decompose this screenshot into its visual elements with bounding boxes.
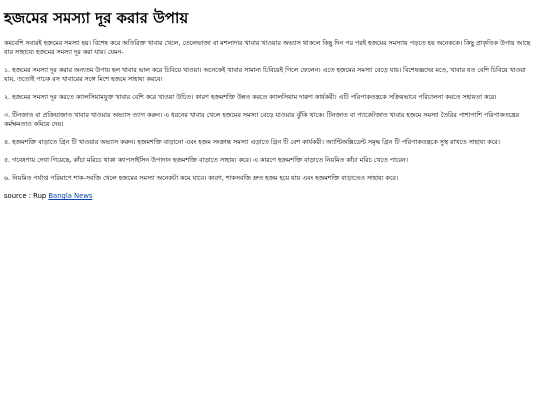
intro-paragraph: কমবেশি সবারই হজমের সমস্যা হয়। বিশেষ করে অতিরিক্ত খাবার খেলে, তেলেভাজা বা মশলাদার খাবার খাওয়ার অভ্যাস থাকলে কিছু দিন পর পরই হজমের সমস্যায় পড়তে হয় অনেককে। কিছু প্রাকৃতিক উপায় আছে যার সাহায্যে হজমের সমস্যা দূর করা যায়। যেমন- [4, 40, 531, 56]
source-prefix: source : Rup [4, 192, 49, 200]
tip-paragraph-3: ৩. টিনজাত বা প্রক্রিয়াজাত খাবার খাওয়ার অভ্যাস ত্যাগ করুন। এ ধরনের খাবার খেলে হজমের সমস্যা বেড়ে যাওয়ার ঝুঁকি থাকে। টিনজাত বা প্যাকেটজাত খাবার হজমে সমস্যা তৈরির পাশাপাশি পরিপাকতন্ত্রের কর্মক্ষমতাও কমিয়ে দেয়। [4, 112, 520, 128]
source-link[interactable]: Bangla News [48, 192, 93, 200]
tip-paragraph-4: ৪. হজমশক্তি বাড়াতে গ্রিন টি খাওয়ার অভ্যাস করুন। হজমশক্তি বাড়ানো এবং হজম সংক্রান্ত সমস্যা এড়াতে গ্রিন টি বেশ কার্যকরী। অ্যান্টিঅক্সিডেন্ট সমৃদ্ধ গ্রিন টি পরিপাকতন্ত্রকে সুস্থ রাখতে সাহায্য করে। [4, 139, 500, 146]
tip-paragraph-5: ৫. গবেষণায় দেখা গিয়েছে, কাঁচা মরিচে থাকা ক্যাপসাইসিন উপাদান হজমশক্তি বাড়াতে সাহায্য করে। এ কারণে হজমশক্তি বাড়াতে নিয়মিত কাঁচা মরিচ খেতে পারেন। [4, 157, 408, 164]
source-line [4, 192, 536, 201]
article-title: হজমের সমস্যা দূর করার উপায় [4, 9, 189, 27]
tip-paragraph-1: ১. হজমের সমস্যা দূর করার অন্যতম উপায় হল খাবার ভাল করে চিবিয়ে খাওয়া। অনেকেই খাবার সামান্য চিবিয়েই গিলে ফেলেন। এতে হজমের সমস্যা বেড়ে যায়। বিশেষজ্ঞদের মতে, খাবার যত বেশি চিবিয়ে খাওয়া যায়, ততোই পাচক রস খাবারের সঙ্গে মিশে হজমে সাহায্য করবে। [4, 67, 526, 83]
tip-paragraph-2: ২. হজমের সমস্যা দূর করতে ক্যালসিয়ামযুক্ত খাবার বেশি করে খাওয়া উচিত। কারণ হজমশক্তি উন্নত করতে ক্যালসিয়াম দারুণ কার্যকরী। এটি পরিপাকতন্ত্রকে সক্রিয়ভাবে পরিচালনা করতে সহায়তা করে। [4, 94, 497, 101]
article-page [0, 0, 540, 201]
tip-paragraph-6: ৬. নিয়মিত পর্যাপ্ত পরিমাণে শাক-সবজি খেলে হজমের সমস্যা অনেকটা কমে যাবে। কারণ, শাকসবজি দ্রুত হজম হয়ে যায় এবং হজমশক্তি বাড়াতেও সাহায্য করে। [4, 175, 399, 182]
